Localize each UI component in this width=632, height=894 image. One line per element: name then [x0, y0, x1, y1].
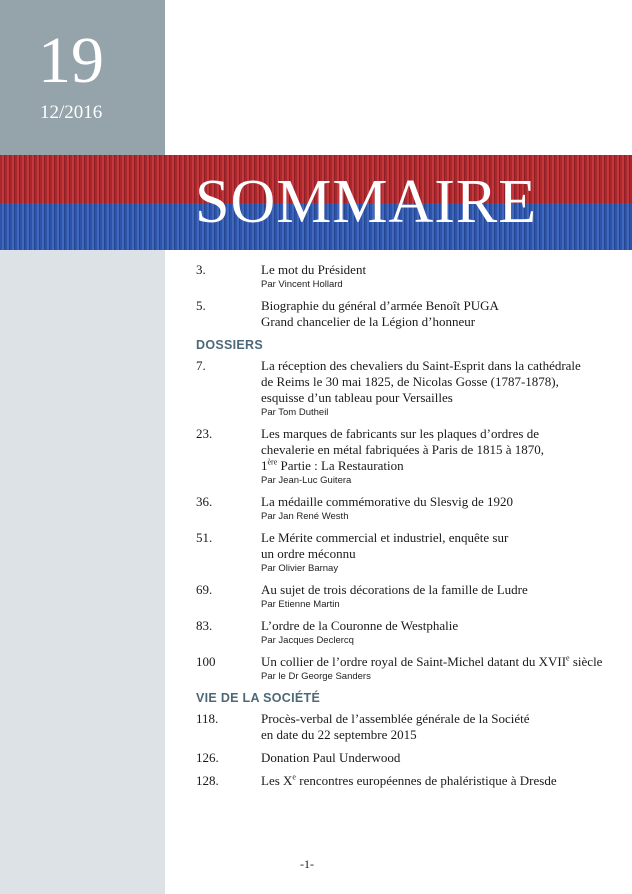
entry-page-number: 7.: [196, 358, 206, 373]
page-title: SOMMAIRE: [195, 168, 538, 236]
toc-entry[interactable]: [196, 426, 626, 487]
toc-entry[interactable]: [196, 618, 626, 647]
section-heading-vie-de-la-societe: VIE DE LA SOCIÉTÉ: [196, 691, 321, 705]
entry-title-line: esquisse d’un tableau pour Versailles: [261, 390, 453, 405]
ordinal-superscript: e: [292, 772, 296, 782]
issue-date: 12/2016: [40, 102, 103, 123]
entry-title-line: La médaille commémorative du Slesvig de 1920: [261, 494, 513, 509]
entry-title-text: Un collier de l’ordre royal de Saint-Michel datant du XVII: [261, 654, 567, 669]
toc-entry[interactable]: [196, 654, 626, 683]
toc-entry[interactable]: [196, 358, 626, 419]
entry-title-line: Donation Paul Underwood: [261, 750, 401, 765]
entry-title-text: rencontres européennes de phaléristique à Dresde: [295, 773, 557, 788]
ordinal-number: 1: [261, 458, 268, 473]
toc-entry[interactable]: [196, 773, 626, 789]
entry-author: Par Etienne Martin: [261, 599, 340, 610]
entry-page-number: 100: [196, 654, 216, 669]
entry-title-line: [261, 458, 626, 474]
entry-page-number: 5.: [196, 298, 206, 313]
toc-entry[interactable]: [196, 530, 626, 575]
entry-title-line: de Reims le 30 mai 1825, de Nicolas Gosse (1787-1878),: [261, 374, 559, 389]
toc-entry[interactable]: [196, 262, 626, 291]
toc-entry[interactable]: [196, 494, 626, 523]
section-heading-dossiers: DOSSIERS: [196, 338, 263, 352]
issue-number: 19: [38, 24, 104, 97]
entry-author: Par Jean-Luc Guitera: [261, 475, 352, 486]
entry-title-line: Au sujet de trois décorations de la famille de Ludre: [261, 582, 528, 597]
page-number: -1-: [300, 857, 314, 871]
entry-author: Par Vincent Hollard: [261, 279, 343, 290]
toc-entry[interactable]: [196, 582, 626, 611]
entry-author: Par Jacques Declercq: [261, 635, 354, 646]
entry-title: Biographie du général d’armée Benoît PUGA: [261, 298, 499, 313]
entry-title-line: La réception des chevaliers du Saint-Esprit dans la cathédrale: [261, 358, 581, 373]
entry-title-text: Les X: [261, 773, 293, 788]
entry-author: Par Jan René Westh: [261, 511, 349, 522]
entry-title-line: Le Mérite commercial et industriel, enquête sur: [261, 530, 509, 545]
entry-page-number: 128.: [196, 773, 219, 788]
entry-author: Par Olivier Barnay: [261, 563, 339, 574]
entry-title-line: [261, 654, 626, 670]
entry-title-text: Partie : La Restauration: [277, 458, 404, 473]
century-superscript: e: [566, 653, 570, 663]
entry-page-number: 23.: [196, 426, 213, 441]
toc-entry[interactable]: [196, 711, 626, 743]
entry-author: Par Tom Dutheil: [261, 407, 329, 418]
entry-title-line: Grand chancelier de la Légion d’honneur: [261, 314, 476, 329]
entry-title-line: en date du 22 septembre 2015: [261, 727, 417, 742]
entry-page-number: 83.: [196, 618, 213, 633]
ordinal-superscript: ère: [267, 457, 278, 467]
entry-title-line: un ordre méconnu: [261, 546, 356, 561]
entry-page-number: 118.: [196, 711, 219, 726]
entry-page-number: 126.: [196, 750, 219, 765]
entry-page-number: 3.: [196, 262, 206, 277]
entry-title: Le mot du Président: [261, 262, 367, 277]
entry-title-line: [261, 773, 626, 789]
entry-author: Par le Dr George Sanders: [261, 671, 371, 682]
entry-page-number: 51.: [196, 530, 213, 545]
table-of-contents: [196, 262, 626, 789]
toc-entry[interactable]: [196, 298, 626, 330]
entry-title-line: Procès-verbal de l’assemblée générale de la Société: [261, 711, 530, 726]
entry-page-number: 36.: [196, 494, 213, 509]
entry-page-number: 69.: [196, 582, 213, 597]
toc-entry[interactable]: [196, 750, 626, 766]
entry-title-line: Les marques de fabricants sur les plaques d’ordres de: [261, 426, 539, 441]
entry-title-line: chevalerie en métal fabriquées à Paris de 1815 à 1870,: [261, 442, 544, 457]
entry-title-line: L’ordre de la Couronne de Westphalie: [261, 618, 459, 633]
entry-title-text: siècle: [569, 654, 603, 669]
issue-box: [0, 0, 165, 155]
